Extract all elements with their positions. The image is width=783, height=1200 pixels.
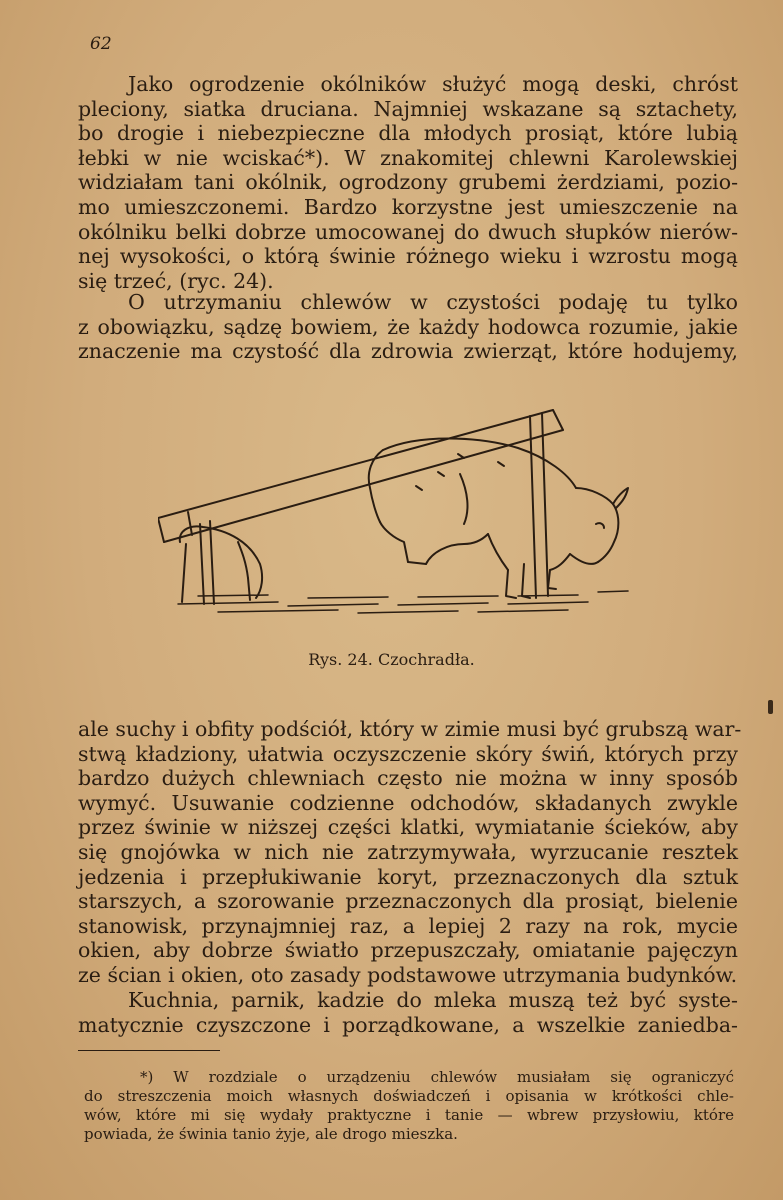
paragraph-bedding (78, 717, 742, 988)
text-line: łebki w nie wciskać*). W znakomitej chlewni Karolewskiej (78, 145, 738, 170)
text-line: bardzo dużych chlewniach często nie można w inny sposób (78, 766, 738, 791)
text-line: Kuchnia, parnik, kadzie do mleka muszą też być syste- (128, 988, 738, 1012)
text-line: ze ścian i okien, oto zasady podstawowe utrzymania budynków. (78, 962, 738, 987)
text-line: znaczenie ma czystość dla zdrowia zwierząt, które hodujemy, (78, 339, 738, 364)
ground-hatching (178, 591, 628, 613)
text-line: z obowiązku, sądzę bowiem, że każdy hodowca rozumie, jakie (78, 314, 738, 339)
text-line: okien, aby dobrze światło przepuszczały, omiatanie pajęczyn (78, 938, 738, 963)
text-line: starszych, a szorowanie przeznaczonych dla prosiąt, bielenie (78, 889, 738, 914)
scratching-beam (158, 410, 563, 542)
footnote-line: wów, które mi się wydały praktyczne i tanie — wbrew przysłowiu, które (84, 1106, 734, 1124)
paragraph-kitchen (78, 988, 738, 1037)
text-line: pleciony, siatka druciana. Najmniej wskazane są sztachety, (78, 96, 738, 121)
text-line: ale suchy i obfity podściół, który w zimie musi być grubszą war- (78, 717, 742, 741)
text-line: O utrzymaniu chlewów w czystości podaję tu tylko (128, 290, 738, 314)
text-line: Jako ogrodzenie okólników służyć mogą deski, chróst (128, 72, 738, 96)
footnote-divider (78, 1050, 220, 1051)
text-line: okólniku belki dobrze umocowanej do dwuch słupków nierów- (78, 219, 738, 244)
text-line: przez świnie w niższej części klatki, wymiatanie ścieków, aby (78, 815, 738, 840)
text-line: nej wysokości, o którą świnie różnego wieku i wzrostu mogą (78, 244, 738, 269)
footnote-line: *) W rozdziale o urządzeniu chlewów musiałam się ograniczyć (140, 1068, 734, 1086)
figure-caption: Rys. 24. Czochradła. (308, 650, 475, 669)
text-line: matycznie czyszczone i porządkowane, a wszelkie zaniedba- (78, 1012, 738, 1037)
footnote-line: do streszczenia moich własnych doświadczeń i opisania w krótkości chle- (84, 1087, 734, 1105)
piglet-drawing (180, 526, 262, 602)
text-line: widziałam tani okólnik, ogrodzony grubemi żerdziami, pozio- (78, 170, 738, 195)
text-line: jedzenia i przepłukiwanie koryt, przeznaczonych dla sztuk (78, 864, 738, 889)
footnote (84, 1068, 734, 1144)
paragraph-cleanliness (78, 290, 738, 364)
text-line: się gnojówka w nich nie zatrzymywała, wyrzucanie resztek (78, 839, 738, 864)
text-line: się trzeć, (ryc. 24). (78, 268, 274, 293)
pig-drawing (369, 439, 628, 599)
footnote-line: powiada, że świnia tanio żyje, ale drogo mieszka. (84, 1125, 458, 1143)
text-line: mo umieszczonemi. Bardzo korzystne jest umieszczenie na (78, 194, 738, 219)
text-line: bo drogie i niebezpieczne dla młodych prosiąt, które lubią (78, 121, 738, 146)
text-line: stwą kładziony, ułatwia oczyszczenie skóry świń, których przy (78, 741, 738, 766)
text-line: wymyć. Usuwanie codzienne odchodów, składanych zwykle (78, 790, 738, 815)
page-mark (768, 700, 773, 714)
text-line: stanowisk, przynajmniej raz, a lepiej 2 razy na rok, mycie (78, 913, 738, 938)
page-number: 62 (90, 34, 112, 54)
paragraph-fencing (78, 72, 738, 293)
scratching-post-illustration (158, 392, 638, 622)
